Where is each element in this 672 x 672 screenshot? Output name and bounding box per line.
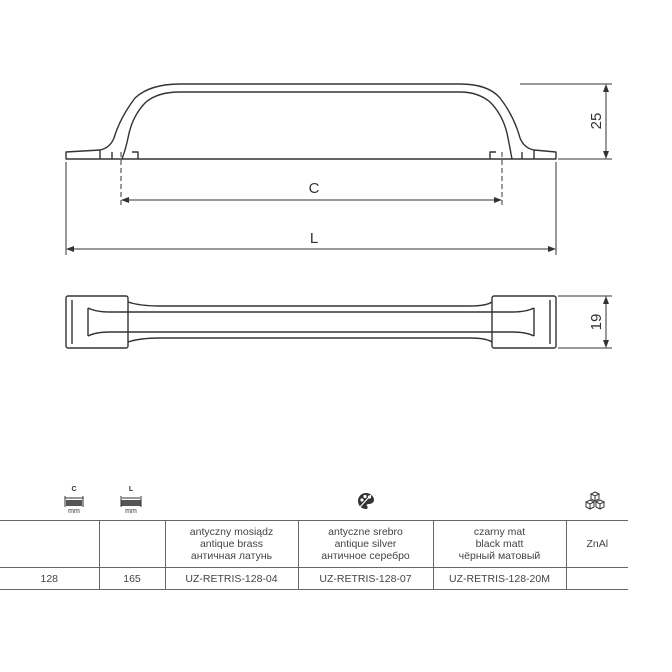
palette-icon: [357, 492, 375, 510]
material-cell: ZnAl: [566, 521, 628, 568]
table-header-icons: [0, 486, 672, 520]
length-icon: [119, 486, 143, 516]
dim-length-label: L: [309, 230, 319, 247]
finish-name-ru: античное серебро: [321, 550, 410, 562]
cubes-icon: [584, 491, 606, 511]
dim-center-label: C: [308, 180, 320, 197]
finish-name-ru: чёрный матовый: [458, 550, 541, 562]
material-empty-cell: [566, 568, 628, 590]
center-icon-unit: mm: [68, 508, 80, 515]
handle-side-view: [66, 84, 556, 159]
length-icon-letter: L: [128, 486, 134, 493]
finish-header-black-matt: [433, 521, 566, 568]
finish-name-en: antique brass: [199, 538, 264, 550]
spec-data-row: [0, 568, 628, 590]
finish-name-en: black matt: [475, 538, 524, 550]
dim-height-label: 25: [588, 112, 605, 130]
center-distance-icon: [62, 486, 86, 516]
finish-name-ru: античная латунь: [190, 550, 273, 562]
finish-name-pl: antyczne srebro: [328, 526, 403, 538]
value-c: 128: [0, 568, 99, 590]
dimension-lines: [66, 84, 612, 348]
code-antique-brass: UZ-RETRIS-128-04: [165, 568, 298, 590]
code-antique-silver: UZ-RETRIS-128-07: [298, 568, 433, 590]
value-l: 165: [99, 568, 165, 590]
header-cell-l: [99, 521, 165, 568]
finish-header-antique-silver: [298, 521, 433, 568]
handle-top-view: [66, 296, 556, 348]
spec-header-row: [0, 521, 628, 568]
length-icon-unit: mm: [125, 508, 137, 515]
finish-name-pl: antyczny mosiądz: [189, 526, 274, 538]
header-cell-c: [0, 521, 99, 568]
finish-name-en: antique silver: [334, 538, 397, 550]
spec-table: [0, 520, 628, 590]
finish-name-pl: czarny mat: [473, 526, 526, 538]
dim-width-label: 19: [588, 313, 605, 331]
finish-header-antique-brass: [165, 521, 298, 568]
center-icon-letter: C: [71, 486, 77, 493]
code-black-matt: UZ-RETRIS-128-20M: [433, 568, 566, 590]
